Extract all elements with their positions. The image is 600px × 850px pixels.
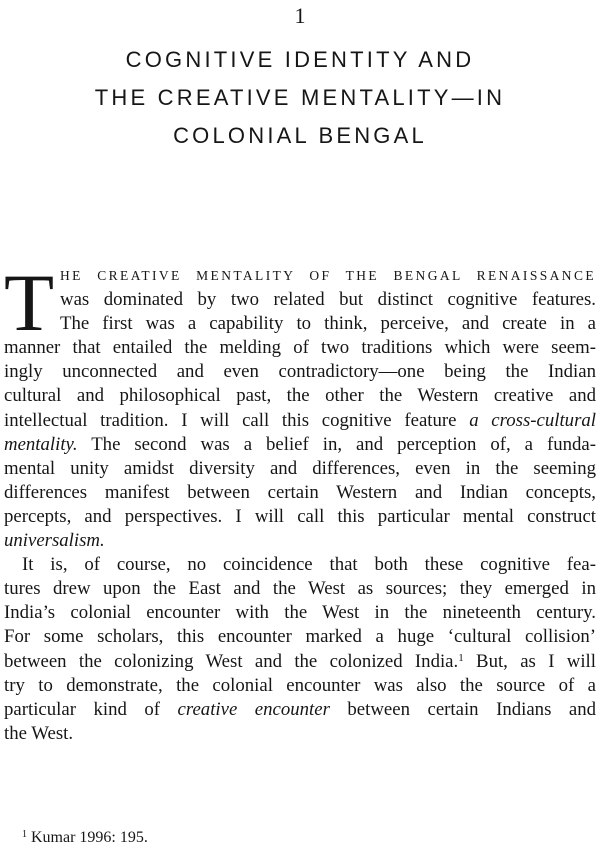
text-span: intellectual tradition. I will call this cognitive feature xyxy=(4,409,470,431)
text-span: between the colonizing West and the colonized India. xyxy=(4,650,459,672)
smallcaps-lead: HE CREATIVE MENTALITY OF THE BENGAL RENAISSANCE xyxy=(60,268,596,283)
chapter-title-line: THE CREATIVE MENTALITY—IN xyxy=(94,85,506,110)
italic-term: a cross-cultural xyxy=(469,409,596,431)
chapter-title-line: COLONIAL BENGAL xyxy=(173,123,427,148)
footnote xyxy=(22,829,148,847)
italic-term: mentality. xyxy=(4,433,78,455)
text-line: ingly unconnected and even contradictory—one being the Indian xyxy=(4,361,596,383)
text-line: tures drew upon the East and the West as sources; they emerged in xyxy=(4,578,596,600)
footnote-ref[interactable]: 1 xyxy=(458,651,464,664)
text-line xyxy=(4,433,596,457)
footnote-marker: 1 xyxy=(22,829,27,840)
text-line: For some scholars, this encounter marked a huge ‘cultural collision’ xyxy=(4,626,596,648)
opening-line xyxy=(4,263,596,288)
text-span: The second was a belief in, and perception of, a funda- xyxy=(77,433,596,455)
text-line: manner that entailed the melding of two traditions which were seem- xyxy=(4,337,596,359)
text-span: particular kind of xyxy=(4,698,178,720)
chapter-title-line: COGNITIVE IDENTITY AND xyxy=(125,47,475,72)
footnote-text: Kumar 1996: 195. xyxy=(31,829,148,846)
text-line: cultural and philosophical past, the other the Western creative and xyxy=(4,385,596,407)
text-line xyxy=(4,698,596,722)
text-line: India’s colonial encounter with the West in the nineteenth century. xyxy=(4,602,596,624)
text-line xyxy=(4,409,596,433)
text-line: percepts, and perspectives. I will call this particular mental construct xyxy=(4,505,596,527)
text-line: try to demonstrate, the colonial encounter was also the source of a xyxy=(4,674,596,696)
text-span: between certain Indians and xyxy=(329,698,596,720)
italic-term: creative encounter xyxy=(177,698,330,720)
text-line: differences manifest between certain Western and Indian concepts, xyxy=(4,481,596,503)
text-line: was dominated by two related but distinct cognitive features. xyxy=(60,289,596,311)
drop-cap: T xyxy=(4,257,55,348)
chapter-number: 1 xyxy=(294,3,306,28)
chapter-title xyxy=(0,41,600,155)
text-span: But, as I will xyxy=(463,650,596,672)
text-line xyxy=(4,529,596,553)
body-text xyxy=(4,257,596,746)
text-line xyxy=(4,650,596,674)
text-line: The first was a capability to think, perceive, and create in a xyxy=(60,313,596,335)
italic-term: universalism. xyxy=(4,530,105,552)
text-line: the West. xyxy=(4,722,74,744)
text-line: mental unity amidst diversity and differences, even in the seeming xyxy=(4,457,596,479)
text-line: It is, of course, no coincidence that both these cognitive fea- xyxy=(22,554,596,576)
